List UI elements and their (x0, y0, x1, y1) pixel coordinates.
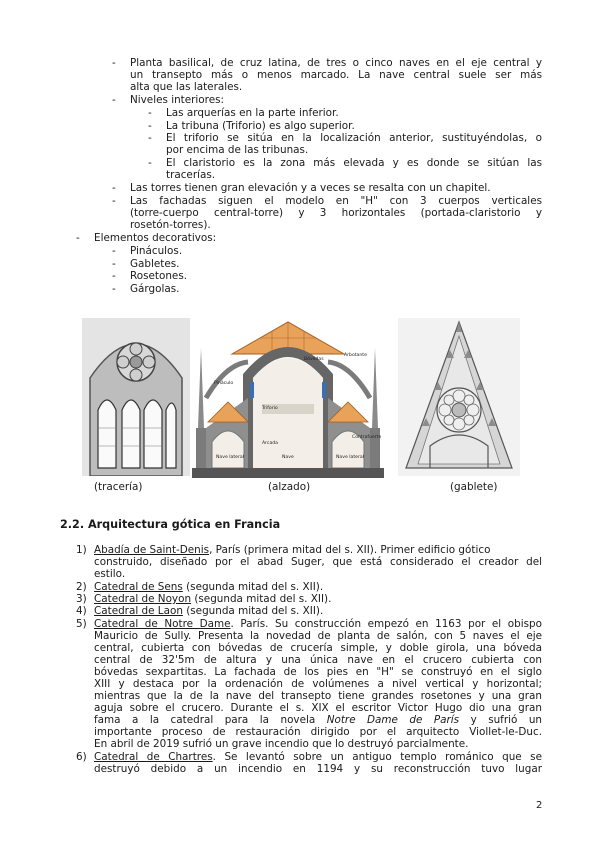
alzado-figure (192, 318, 384, 478)
text-run: (segunda mitad del s. XII). (182, 581, 324, 593)
text-line: (torre-cuerpo central-torre) y 3 horizontales (portada-claristorio y (130, 207, 542, 219)
text-run: , París (primera mitad del s. XII). Primer edificio gótico (209, 544, 491, 556)
text-run: (segunda mitad del s. XII). (191, 593, 332, 605)
alzado-label: Nave (282, 455, 294, 460)
alzado-label: Arcada (262, 441, 279, 446)
alzado-label: Arbotante (344, 353, 367, 358)
link-catedral-sens[interactable]: Catedral de Sens (94, 581, 183, 593)
text-line: Gabletes. (130, 258, 180, 270)
text-line: bóvedas sexpartitas. La fachada de los pies en "H" se construyó en el siglo (94, 666, 542, 678)
bullet-dash: - (148, 157, 152, 169)
bullet-dash: - (112, 245, 116, 257)
bullet-dash: - (112, 283, 116, 295)
text-line: central de 32'5m de altura y una única nave en el crucero cubierta con (94, 654, 542, 666)
text-line (94, 593, 331, 605)
item-number: 6) (76, 751, 87, 763)
text-line: Las arquerías en la parte inferior. (166, 107, 339, 119)
text-line: Elementos decorativos: (94, 232, 217, 244)
text-line (94, 581, 323, 593)
item-number: 5) (76, 618, 87, 630)
text-line: mientras que la de la nave del transepto tiene grandes rosetones y una gran (94, 690, 542, 702)
text-run: fama a la catedral para la novela (94, 714, 327, 726)
alzado-label: Nave lateral (336, 455, 364, 460)
link-catedral-chartres[interactable]: Catedral de Chartres (94, 751, 213, 763)
link-catedral-laon[interactable]: Catedral de Laon (94, 605, 183, 617)
page-number: 2 (536, 800, 543, 811)
text-line: rosetón-torres). (130, 219, 211, 231)
text-line (94, 605, 323, 617)
text-line: importante proceso de restauración dirigido por el arquitecto Viollet-le-Duc. (94, 726, 542, 738)
text-run: . París. Su construcción empezó en 1163 por el obispo (230, 618, 542, 630)
text-line: Planta basilical, de cruz latina, de tres o cinco naves en el eje central y (130, 57, 542, 69)
text-run: (segunda mitad del s. XII). (182, 605, 324, 617)
bullet-dash: - (112, 57, 116, 69)
text-line: tracerías. (166, 169, 216, 181)
text-run: y sufrió un (459, 714, 543, 726)
bullet-dash: - (112, 195, 116, 207)
text-line: El claristorio es la zona más elevada y es donde se sitúan las (166, 157, 542, 169)
text-line: Niveles interiores: (130, 94, 225, 106)
bullet-dash: - (112, 94, 116, 106)
text-line: aguja sobre el crucero. Durante el s. XIX el escritor Victor Hugo dio una gran (94, 702, 542, 714)
text-line: construido, diseñado por el abad Suger, que está considerado el creador del (94, 556, 542, 568)
text-line (94, 751, 542, 763)
text-line: un transepto más o menos marcado. La nave central suele ser más (130, 69, 542, 81)
text-line: XIII y destaca por la ordenación de volúmenes a nivel vertical y horizontal; (94, 678, 542, 690)
text-run-italic: Notre Dame de París (326, 714, 460, 726)
text-line: En abril de 2019 sufrió un grave incendio que lo destruyó parcialmente. (94, 738, 469, 750)
alzado-label: Bóvedas (304, 357, 324, 362)
bullet-dash: - (148, 120, 152, 132)
text-line: estilo. (94, 568, 126, 580)
text-line (94, 714, 542, 726)
alzado-label: Triforio (262, 406, 278, 411)
bullet-dash: - (112, 258, 116, 270)
figure-caption: (gablete) (450, 481, 498, 493)
gablete-figure (398, 318, 520, 476)
text-line: destruyó debido a un incendio en 1194 y su reconstrucción tuvo lugar (94, 763, 542, 775)
text-line (94, 618, 542, 630)
bullet-dash: - (112, 270, 116, 282)
bullet-dash: - (148, 107, 152, 119)
text-line: Las fachadas siguen el modelo en "H" con 3 cuerpos verticales (130, 195, 542, 207)
text-line (94, 544, 490, 556)
link-abadia-saint-denis[interactable]: Abadía de Saint-Denis (94, 544, 210, 556)
figure-caption: (tracería) (94, 481, 143, 493)
item-number: 1) (76, 544, 87, 556)
text-line: alta que las laterales. (130, 81, 243, 93)
text-line: Las torres tienen gran elevación y a veces se resalta con un chapitel. (130, 182, 491, 194)
alzado-label: Contrafuerte (352, 435, 382, 440)
traceria-figure (82, 318, 190, 476)
text-run: . Se levantó sobre un antiguo templo románico que se (212, 751, 542, 763)
text-line: Rosetones. (130, 270, 188, 282)
item-number: 2) (76, 581, 87, 593)
alzado-label: Pináculo (214, 381, 234, 386)
bullet-dash: - (148, 132, 152, 144)
alzado-label: Nave lateral (216, 455, 244, 460)
item-number: 3) (76, 593, 87, 605)
text-line: Gárgolas. (130, 283, 180, 295)
text-line: por encima de las tribunas. (166, 144, 309, 156)
section-title: 2.2. Arquitectura gótica en Francia (60, 518, 281, 531)
bullet-dash: - (76, 232, 80, 244)
text-line: Mauricio de Sully. Presenta la novedad de planta de salón, con 5 naves el eje (94, 630, 542, 642)
figure-caption: (alzado) (268, 481, 311, 493)
text-line: La tribuna (Triforio) es algo superior. (166, 120, 355, 132)
link-catedral-noyon[interactable]: Catedral de Noyon (94, 593, 192, 605)
bullet-dash: - (112, 182, 116, 194)
text-line: central, cubierta con bóvedas de crucería simple, y doble girola, una bóveda (94, 642, 542, 654)
text-line: Pináculos. (130, 245, 183, 257)
item-number: 4) (76, 605, 87, 617)
text-line: El triforio se sitúa en la localización anterior, sustituyéndolas, o (166, 132, 542, 144)
link-catedral-notre-dame[interactable]: Catedral de Notre Dame (94, 618, 231, 630)
